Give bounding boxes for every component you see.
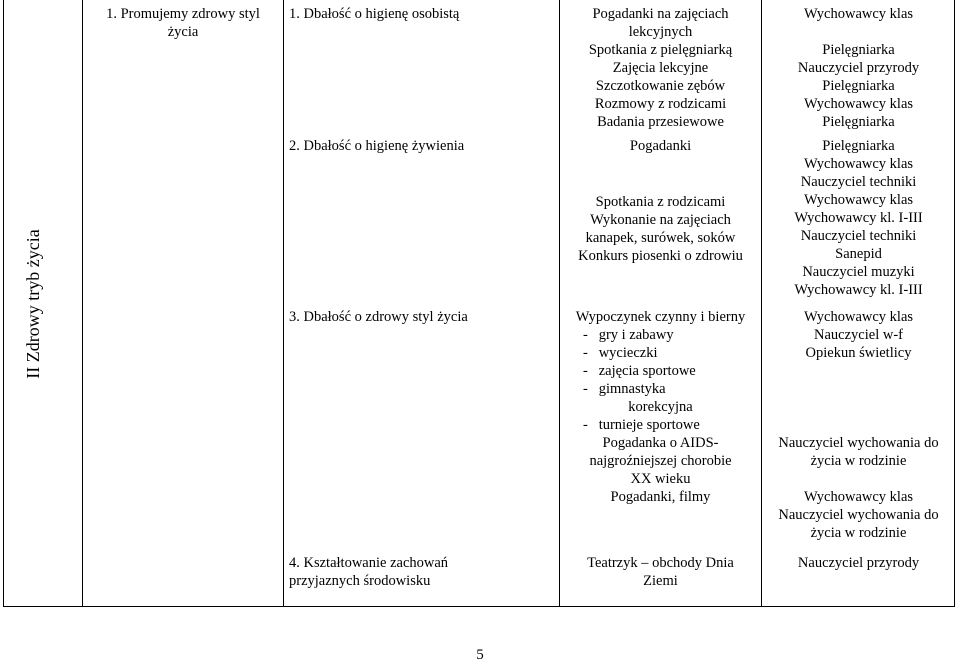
responsible-item: Wychowawcy kl. I-III bbox=[794, 282, 923, 298]
form-item: Pogadanki bbox=[629, 138, 692, 154]
table-column-divider bbox=[82, 0, 83, 607]
form-item: - gimnastyka bbox=[583, 381, 666, 397]
responsible-item: Nauczyciel muzyki bbox=[802, 264, 915, 280]
form-item: Wypoczynek czynny i bierny bbox=[575, 309, 746, 325]
responsible-item: Sanepid bbox=[835, 246, 882, 262]
form-item: XX wieku bbox=[630, 471, 691, 487]
form-item: najgroźniejszej chorobie bbox=[589, 453, 732, 469]
form-item: Pogadanki na zajęciach bbox=[592, 6, 729, 22]
responsible-item: Nauczyciel techniki bbox=[800, 174, 917, 190]
form-item: Konkurs piosenki o zdrowiu bbox=[578, 248, 743, 264]
task-responsible bbox=[762, 137, 955, 299]
form-item: Szczotkowanie zębów bbox=[595, 78, 726, 94]
responsible-item: Wychowawcy klas bbox=[803, 6, 914, 22]
task-forms bbox=[560, 137, 761, 265]
form-item: Spotkania z pielęgniarką bbox=[588, 42, 733, 58]
responsible-item: Pielęgniarka bbox=[822, 114, 895, 130]
form-item: korekcyjna bbox=[628, 399, 693, 415]
responsible-item: Nauczyciel wychowania do bbox=[778, 435, 939, 451]
area-cell bbox=[83, 5, 283, 41]
form-item: Teatrzyk – obchody Dnia bbox=[587, 555, 734, 571]
section-title: II Zdrowy tryb życia bbox=[23, 228, 43, 379]
responsible-item: życia w rodzinie bbox=[810, 453, 907, 469]
responsible-item: Pielęgniarka bbox=[822, 138, 895, 154]
task-title: 1. Dbałość o higienę osobistą bbox=[289, 6, 460, 22]
form-item: - zajęcia sportowe bbox=[583, 363, 696, 379]
responsible-item: Nauczyciel techniki bbox=[800, 228, 917, 244]
responsible-item: Pielęgniarka bbox=[822, 78, 895, 94]
responsible-item: Wychowawcy klas bbox=[803, 156, 914, 172]
table-column-divider bbox=[283, 0, 284, 607]
responsible-item: życia w rodzinie bbox=[810, 525, 907, 541]
responsible-item: Pielęgniarka bbox=[822, 42, 895, 58]
task-responsible bbox=[762, 5, 955, 131]
form-item: - turnieje sportowe bbox=[583, 417, 700, 433]
responsible-item: Nauczyciel wychowania do bbox=[778, 507, 939, 523]
responsible-item: Opiekun świetlicy bbox=[805, 345, 912, 361]
task-title: 2. Dbałość o higienę żywienia bbox=[289, 138, 465, 154]
task-responsible bbox=[762, 554, 955, 572]
area-line: 1. Promujemy zdrowy styl bbox=[106, 6, 260, 22]
form-item: Rozmowy z rodzicami bbox=[594, 96, 727, 112]
form-item: Wykonanie na zajęciach bbox=[590, 212, 731, 228]
responsible-item: Wychowawcy klas bbox=[803, 192, 914, 208]
form-item: - gry i zabawy bbox=[583, 327, 674, 343]
form-item: Spotkania z rodzicami bbox=[595, 194, 726, 210]
responsible-item: Wychowawcy klas bbox=[803, 309, 914, 325]
form-item: - wycieczki bbox=[583, 345, 658, 361]
responsible-item: Nauczyciel przyrody bbox=[797, 555, 920, 571]
task-title: 3. Dbałość o zdrowy styl życia bbox=[289, 309, 468, 325]
task-forms bbox=[560, 5, 761, 131]
task-title: przyjaznych środowisku bbox=[289, 573, 431, 589]
form-item: Zajęcia lekcyjne bbox=[612, 60, 709, 76]
page-number: 5 bbox=[476, 647, 484, 663]
responsible-item: Wychowawcy kl. I-III bbox=[794, 210, 923, 226]
responsible-item: Nauczyciel przyrody bbox=[797, 60, 920, 76]
task-title: 4. Kształtowanie zachowań bbox=[289, 555, 449, 571]
task-title-block bbox=[289, 554, 448, 590]
task-forms bbox=[560, 308, 761, 506]
task-forms bbox=[560, 554, 761, 590]
form-item: lekcyjnych bbox=[628, 24, 693, 40]
responsible-item: Wychowawcy klas bbox=[803, 96, 914, 112]
form-item: kanapek, surówek, soków bbox=[585, 230, 736, 246]
responsible-item: Wychowawcy klas bbox=[803, 489, 914, 505]
form-item: Ziemi bbox=[643, 573, 678, 589]
responsible-item: Nauczyciel w-f bbox=[814, 327, 903, 343]
task-responsible bbox=[762, 308, 955, 542]
form-item: Badania przesiewowe bbox=[597, 114, 724, 130]
form-item: Pogadanki, filmy bbox=[610, 489, 711, 505]
area-line: życia bbox=[167, 24, 199, 40]
section-title-cell bbox=[5, 0, 61, 607]
form-item: Pogadanka o AIDS- bbox=[602, 435, 719, 451]
